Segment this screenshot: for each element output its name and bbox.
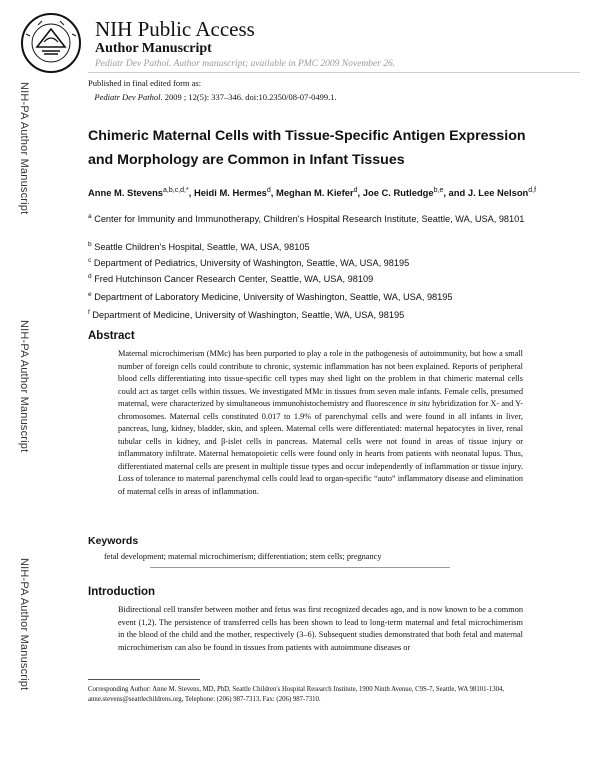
abstract-text-part: hybridization for X- and Y-chromosomes. Maternal cells constituted 0.017 to 1.9% of parenchymal cells and were found in all infants in liver, pancreas, lung, kidney, bladder, skin, and spleen. Maternal cells were differentiated: maternal hepatocytes in liver, renal tubular cells in kidney, and β-islet cells in pancreas. Maternal cells were not found in areas of tissue injury or inflammatory infiltrate. Maternal hematopoietic cells were found only in hearts from patients with neonatal lupus. Thus, differentiated maternal cells are present in multiple tissue types and occur independently of inflammation or tissue injury. Loss of tolerance to maternal parenchymal cells could lead to organ-specific “auto” inflammatory disease and elimination of maternal cells in areas of inflammation. <box>118 399 524 496</box>
side-label: NIH-PA Author Manuscript <box>18 320 30 453</box>
author-name: J. Lee Nelson <box>467 187 529 199</box>
keywords-text: fetal development; maternal microchimerism; differentiation; stem cells; pregnancy <box>104 552 382 561</box>
author-separator: , and <box>443 187 468 199</box>
affiliation-text: Department of Laboratory Medicine, University of Washington, Seattle, WA, USA, 98195 <box>94 292 453 303</box>
affiliation-mark: e <box>88 291 92 298</box>
side-label: NIH-PA Author Manuscript <box>18 82 30 215</box>
affiliation-text: Center for Immunity and Immunotherapy, Children's Hospital Research Institute, Seattle, WA, USA, 98101 <box>94 214 525 225</box>
affiliation-item <box>88 306 558 322</box>
published-form-note: Published in final edited form as: <box>88 78 202 88</box>
affiliation-mark: a <box>88 213 92 220</box>
introduction-text: Bidirectional cell transfer between mother and fetus was first recognized decades ago, and is now known to be a common event (1,2). The persistence of transferred cells has been shown to lead to long-term maternal and fetal microchimerism in the blood of the child and the mother, respectively (3–6). Subsequent studies demonstrated that both fetal and maternal microchimerism can also be found in tissues from patients with autoimmune diseases or <box>118 605 523 652</box>
author-affiliation-marks: d <box>353 187 358 194</box>
abstract-text-part: Maternal microchimerism (MMc) has been purported to play a role in the pathogenesis of autoimmunity, but how a small number of foreign cells could contribute to chronic, systemic inflammation has not been explained. Reports of peripheral blood cells differentiating into tissue-specific cell types may shed light on the problem in that chimeric maternal cells could act as target cells within tissues. We investigated MMc in tissues from seven male infants. Female cells, presumed maternal, were characterized by simultaneous immunohistochemistry and fluorescence <box>118 349 523 408</box>
abstract-text <box>118 348 523 498</box>
citation <box>88 92 337 102</box>
author-separator: , <box>270 187 277 199</box>
author-name: Anne M. Stevens <box>88 187 164 199</box>
citation-details: . 2009 ; 12(5): 337–346. doi:10.2350/08-07-0499.1. <box>160 92 337 102</box>
abstract-text-italic: in situ <box>409 399 430 408</box>
author-name: Joe C. Rutledge <box>362 187 434 199</box>
author-affiliation-marks: b,e <box>433 187 444 194</box>
affiliation-text: Seattle Children's Hospital, Seattle, WA, USA, 98105 <box>94 242 310 253</box>
keywords-heading: Keywords <box>88 535 139 547</box>
affiliation-item <box>88 288 558 304</box>
affiliation-text: Department of Medicine, University of Washington, Seattle, WA, USA, 98195 <box>92 310 405 321</box>
affiliation-mark: d <box>88 273 92 280</box>
affiliation-item <box>88 270 558 286</box>
journal-name: Pediatr Dev Pathol <box>94 92 161 102</box>
author-manuscript-label: Author Manuscript <box>95 41 212 56</box>
nih-seal-logo <box>20 12 82 74</box>
footnote-divider <box>88 679 200 680</box>
affiliation-text: Fred Hutchinson Cancer Research Center, Seattle, WA, USA, 98109 <box>94 274 374 285</box>
author-affiliation-marks: a,b,c,d,* <box>163 187 189 194</box>
affiliation-item <box>88 254 558 270</box>
author-separator: , <box>188 187 194 199</box>
abstract-heading: Abstract <box>88 330 135 342</box>
affiliation-text: Department of Pediatrics, University of Washington, Seattle, WA, USA, 98195 <box>93 258 410 269</box>
corresponding-author-footnote: Corresponding Author: Anne M. Stevens, MD, PhD, Seattle Children's Hospital Research Institute, 1900 Ninth Avenue, C9S-7, Seattle, WA 98101-1304, anne.stevens@seattlechildrens.org, Telephone: (206) 987-7313, Fax: (206) 987-7310. <box>88 686 505 703</box>
keywords-divider <box>150 567 450 568</box>
article-title: Chimeric Maternal Cells with Tissue-Specific Antigen Expression and Morphology are Common in Infant Tissues <box>88 128 526 168</box>
affiliation-item <box>88 210 558 226</box>
affiliation-mark: b <box>88 241 92 248</box>
affiliation-mark: f <box>88 309 90 316</box>
author-name: Meghan M. Kiefer <box>276 187 354 199</box>
author-affiliation-marks: d,f <box>528 187 537 194</box>
side-label: NIH-PA Author Manuscript <box>18 558 30 691</box>
author-name: Heidi M. Hermes <box>193 187 267 199</box>
affiliation-item <box>88 238 558 254</box>
nih-public-access-title: NIH Public Access <box>95 17 255 41</box>
header-divider <box>88 72 580 73</box>
pmc-availability-note: Pediatr Dev Pathol. Author manuscript; available in PMC 2009 November 26. <box>95 59 396 69</box>
author-list <box>88 184 548 199</box>
author-affiliation-marks: d <box>266 187 271 194</box>
introduction-heading: Introduction <box>88 586 156 598</box>
affiliation-mark: c <box>88 257 92 264</box>
author-separator: , <box>357 187 363 199</box>
